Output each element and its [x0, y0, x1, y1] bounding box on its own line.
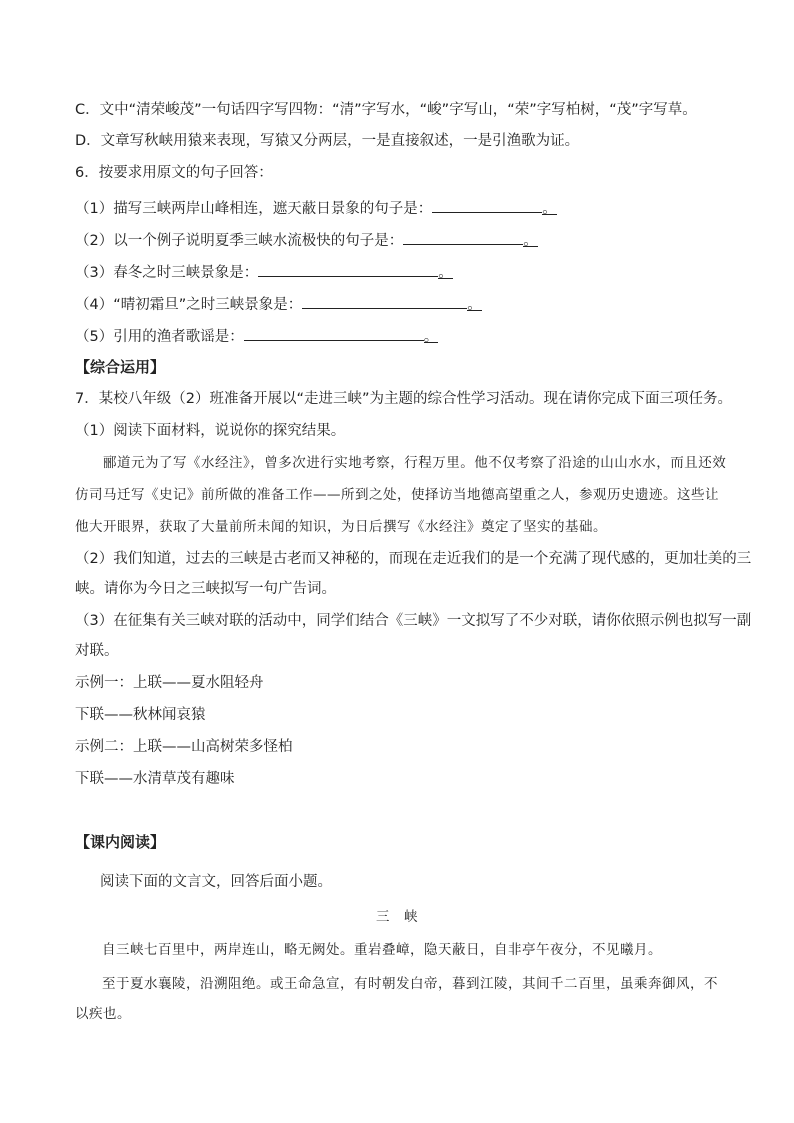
- question-6-2: [75, 229, 538, 251]
- question-6-1: [75, 197, 557, 219]
- question-7-3: （3）在征集有关三峡对联的活动中，同学们结合《三峡》一文拟写了不少对联，请你依照示例也拟写一副: [75, 613, 752, 629]
- answer-period: 。: [523, 233, 538, 249]
- material-line: 他大开眼界，获取了大量前所未闻的知识，为日后撰写《水经注》奠定了坚实的基础。: [75, 519, 607, 535]
- passage-line: 至于夏水襄陵，沿溯阻绝。或王命急宣，有时朝发白帝，暮到江陵，其间千二百里，虽乘奔御风，不: [102, 976, 718, 992]
- question-7-1: （1）阅读下面材料，说说你的探究结果。: [75, 423, 346, 439]
- question-6-3-text: （3）春冬之时三峡景象是：: [75, 265, 259, 281]
- answer-period: 。: [467, 297, 482, 313]
- material-line: 仿司马迁写《史记》前所做的准备工作——所到之处，使择访当地德高望重之人，参观历史遗迹。这些让: [75, 487, 719, 503]
- example-2-lower: 下联——水清草茂有趣味: [75, 771, 235, 787]
- question-6-5: [75, 325, 438, 347]
- answer-blank-6-3[interactable]: [258, 261, 438, 277]
- reading-instruction: 阅读下面的文言文，回答后面小题。: [100, 874, 332, 890]
- answer-blank-6-1[interactable]: [432, 197, 542, 213]
- question-6-5-text: （5）引用的渔者歌谣是：: [75, 329, 244, 345]
- example-1-lower: 下联——秋林闻哀猿: [75, 707, 206, 723]
- question-6-3: [75, 261, 453, 283]
- answer-period: 。: [438, 265, 453, 281]
- answer-blank-6-2[interactable]: [403, 229, 523, 245]
- question-7: 7．某校八年级（2）班准备开展以“走进三峡”为主题的综合性学习活动。现在请你完成下面三项任务。: [75, 391, 732, 407]
- question-7-3-cont: 对联。: [75, 643, 119, 659]
- question-7-2: （2）我们知道，过去的三峡是古老而又神秘的，而现在走近我们的是一个充满了现代感的，更加壮美的三: [75, 551, 752, 567]
- passage-title: 三 峡: [376, 909, 418, 925]
- answer-period: 。: [542, 201, 557, 217]
- answer-period: 。: [423, 329, 439, 345]
- passage-line: 以疾也。: [75, 1006, 131, 1022]
- question-6: 6．按要求用原文的句子回答：: [75, 165, 273, 181]
- example-2-upper: 示例二：上联——山高树荣多怪柏: [75, 739, 293, 755]
- option-d: D．文章写秋峡用猿来表现，写猿又分两层，一是直接叙述，一是引渔歌为证。: [75, 133, 580, 149]
- question-6-4: [75, 293, 482, 315]
- section-zonghe-heading: 【综合运用】: [75, 358, 166, 376]
- example-1-upper: 示例一：上联——夏水阻轻舟: [75, 675, 264, 691]
- passage-line: 自三峡七百里中，两岸连山，略无阙处。重岩叠嶂，隐天蔽日，自非亭午夜分，不见曦月。: [102, 942, 662, 958]
- question-6-2-text: （2）以一个例子说明夏季三峡水流极快的句子是：: [75, 233, 404, 249]
- option-c: C．文中“清荣峻茂”一句话四字写四物：“清”字写水，“峻”字写山，“荣”字写柏树，“茂”字写草。: [75, 102, 697, 118]
- answer-blank-6-4[interactable]: [302, 293, 467, 309]
- answer-blank-6-5[interactable]: [244, 325, 424, 341]
- question-6-4-text: （4）“晴初霜旦”之时三峡景象是：: [75, 297, 303, 313]
- question-7-2-cont: 峡。请你为今日之三峡拟写一句广告词。: [75, 581, 336, 597]
- question-6-1-text: （1）描写三峡两岸山峰相连，遮天蔽日景象的句子是：: [75, 201, 433, 217]
- section-kenei-heading: 【课内阅读】: [75, 833, 166, 851]
- material-line: 郦道元为了写《水经注》，曾多次进行实地考察，行程万里。他不仅考察了沿途的山山水水，而且还效: [103, 455, 727, 471]
